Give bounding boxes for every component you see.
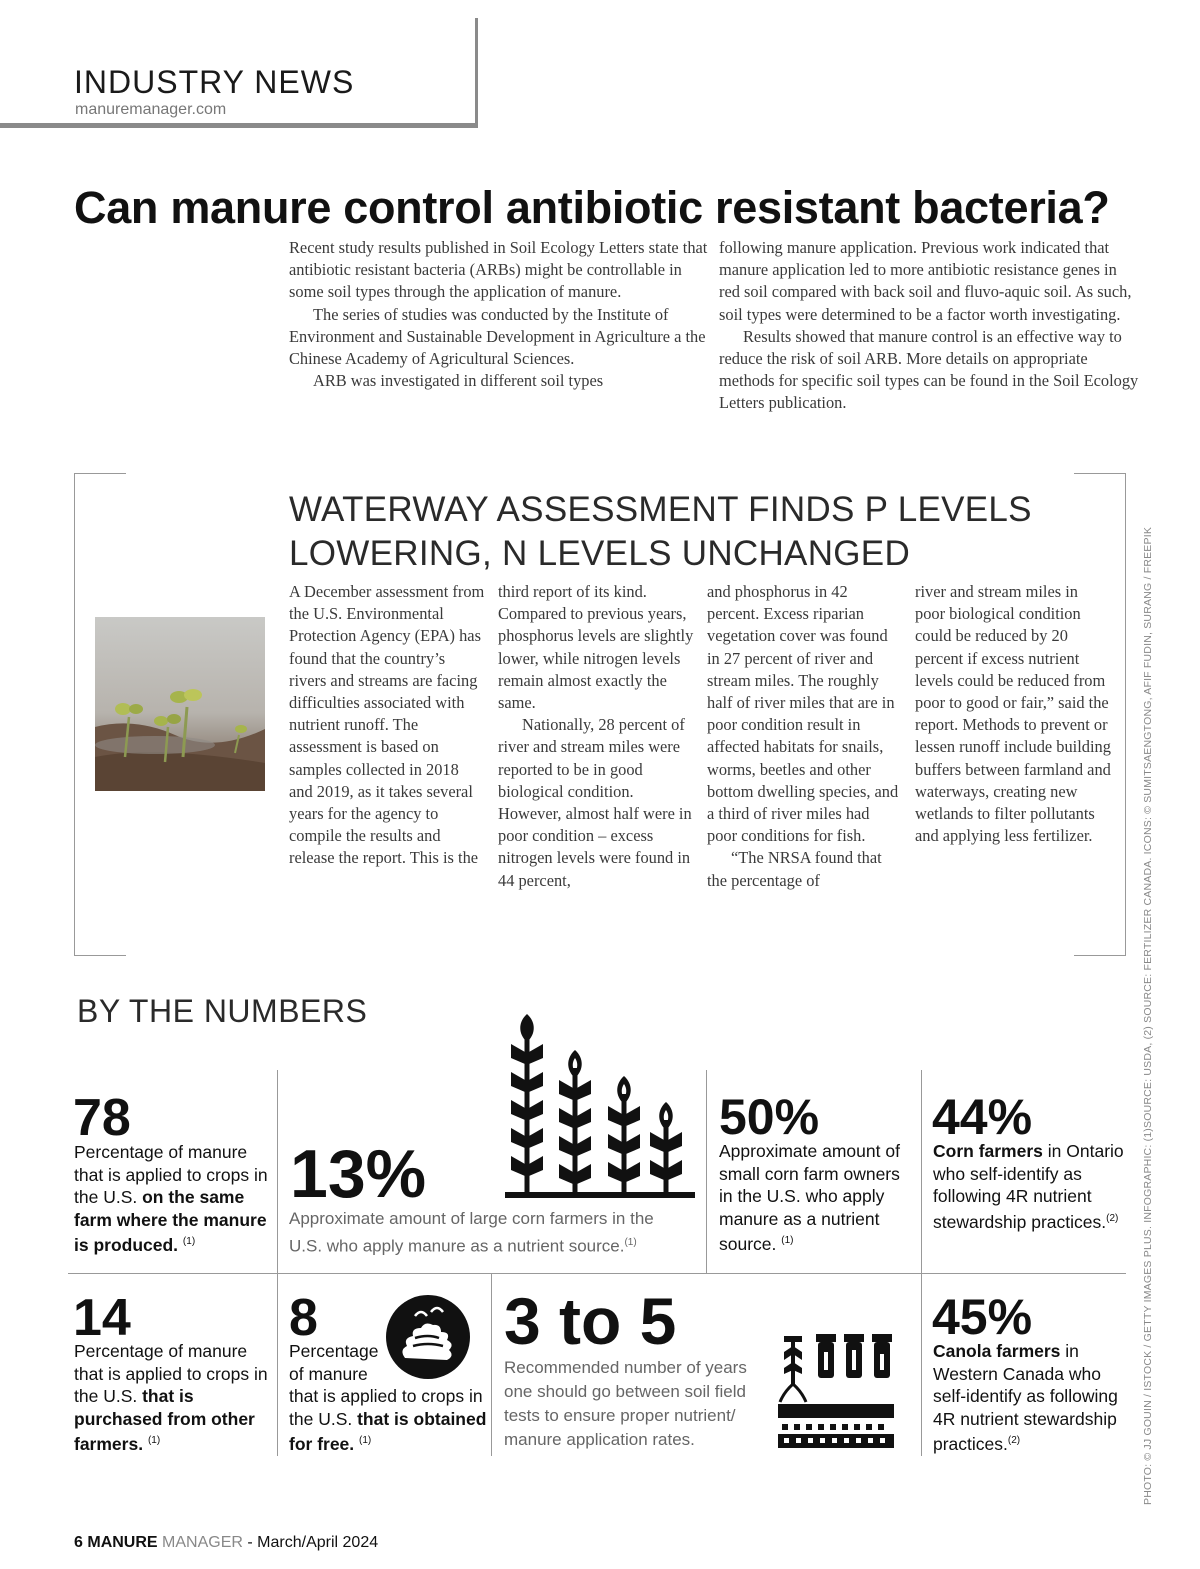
brand-name-light: MANAGER: [162, 1534, 243, 1551]
manure-pile-icon: [385, 1294, 471, 1380]
stat-45-value: 45%: [932, 1289, 1033, 1345]
grid-divider: [277, 1070, 278, 1456]
sidebar-column-2: [498, 581, 694, 892]
grid-divider: [921, 1070, 922, 1456]
stat-78-value: 78: [73, 1089, 131, 1147]
stat-text: that is applied to crops in the U.S.: [289, 1386, 483, 1429]
article-column-1: [289, 237, 709, 392]
stat-14-value: 14: [73, 1289, 131, 1347]
stat-text: Percentage of manure that is applied to crops in the U.S.: [74, 1142, 268, 1207]
stat-text: in Western Canada who self-identify as following 4R nutrient stewardship practices.: [933, 1341, 1118, 1454]
article-paragraph: The series of studies was conducted by the Institute of Environment and Sustainable Development in Agriculture a the Chinese Academy of Agricultural Sciences.: [289, 304, 706, 369]
stat-8-value: 8: [289, 1289, 318, 1347]
sidebar-paragraph: and phosphorus in 42 percent. Excess riparian vegetation cover was found in 27 percent of river and stream miles. The roughly half of river miles that are in poor condition result in affected habitats for snails, worms, beetles and other bottom dwelling species, and a third of river miles had poor conditions for fish.: [707, 582, 899, 846]
article-paragraph: Recent study results published in Soil Ecology Letters state that antibiotic resistant bacteria (ARBs) might be controllable in some soil types through the application of manure.: [289, 238, 708, 302]
article-paragraph: ARB was investigated in different soil types: [313, 371, 604, 391]
sidebar-paragraph: third report of its kind. Compared to previous years, phosphorus levels are slightly lower, while nitrogen levels remain almost exactly the same.: [498, 582, 694, 713]
stat-13-value: 13%: [290, 1136, 427, 1212]
stat-44-value: 44%: [932, 1089, 1033, 1145]
grid-divider: [68, 1273, 1126, 1274]
infographic-title: BY THE NUMBERS: [77, 993, 368, 1029]
stat-14-description: [74, 1340, 274, 1455]
stat-text: Percentage of manure that is applied to crops in the U.S.: [74, 1341, 268, 1406]
article-headline: Can manure control antibiotic resistant bacteria?: [74, 182, 1110, 233]
stat-3to5-description: Recommended number of years one should go between soil field tests to ensure proper nutrient/ manure application rates.: [504, 1358, 747, 1449]
stat-50-value: 50%: [719, 1089, 820, 1145]
stat-13-description: [289, 1207, 689, 1259]
footnote-ref: (2): [1106, 1212, 1119, 1224]
stat-emphasis: on the same farm where the manure is produced.: [74, 1187, 267, 1255]
stat-50-description: [719, 1140, 915, 1255]
stat-emphasis: Corn farmers: [933, 1141, 1043, 1161]
crop-stalks-icon: [505, 1014, 695, 1200]
article-column-2: [719, 237, 1139, 415]
page-footer: [74, 1534, 378, 1552]
sidebar-column-1: [289, 581, 485, 870]
website-link[interactable]: manuremanager.com: [75, 101, 227, 118]
article-paragraph: following manure application. Previous work indicated that manure application led to more antibiotic resistance genes in red soil compared with back soil and fluvo-aquic soil. As such, soil types were determined to be a factor worth investigating.: [719, 238, 1132, 324]
seedling-photo: [95, 617, 265, 791]
footnote-ref: (1): [147, 1435, 161, 1446]
stat-78-description: [74, 1141, 274, 1256]
stat-text: Approximate amount of small corn farm owners in the U.S. who apply manure as a nutrient source.: [719, 1141, 900, 1254]
soil-test-icon: [778, 1332, 898, 1452]
brand-name-bold: MANURE: [87, 1534, 158, 1551]
sidebar-paragraph: river and stream miles in poor biological condition could be reduced by 20 percent if excess nutrient levels could be reduced from poor to good or fair,” said the report. Methods to prevent or lessen runoff include building buffers between farmland and waterways, creating new wetlands to filter pollutants and applying less fertilizer.: [915, 582, 1111, 846]
stat-8-description-top: Percentage of manure: [289, 1341, 379, 1384]
page-number: 6: [74, 1534, 83, 1551]
photo-credits: PHOTO: © JJ GOUIN / ISTOCK / GETTY IMAGES PLUS. INFOGRAPHIC: (1)SOURCE: USDA, (2) SOURCE: FERTILIZER CANADA. ICONS: © SUMITSAENGTONG, AFIF FUDIN, SURANG / FREEPIK: [1142, 526, 1154, 1505]
sidebar-paragraph: Nationally, 28 percent of river and stream miles were reported to be in good biological condition. However, almost half were in poor condition – excess nitrogen levels were found in 44 percent,: [498, 715, 692, 890]
footnote-ref: (1): [781, 1235, 794, 1246]
footnote-ref: (1): [359, 1435, 372, 1446]
stat-emphasis: that is purchased from other farmers.: [74, 1386, 255, 1454]
stat-44-description: [933, 1140, 1133, 1233]
stat-emphasis: Canola farmers: [933, 1341, 1061, 1361]
stat-8-description: [289, 1385, 489, 1455]
sidebar-paragraph: A December assessment from the U.S. Environmental Protection Agency (EPA) has found that the country’s rivers and streams are facing difficulties associated with nutrient runoff. The assessment is based on samples collected in 2018 and 2019, as it takes several years for the agency to compile the results and release the report. This is the: [289, 582, 485, 868]
sidebar-column-4: [915, 581, 1111, 847]
sidebar-paragraph: “The NRSA found that the percentage of: [707, 848, 882, 890]
footnote-ref: (1): [624, 1237, 637, 1248]
stat-3to5-value: 3 to 5: [504, 1284, 677, 1358]
sidebar-headline: WATERWAY ASSESSMENT FINDS P LEVELS LOWERING, N LEVELS UNCHANGED: [289, 490, 1032, 573]
stat-45-description: [933, 1340, 1133, 1455]
article-paragraph: Results showed that manure control is an effective way to reduce the risk of soil ARB. More details on appropriate methods for specific soil types can be found in the Soil Ecology Letters publication.: [719, 326, 1139, 413]
grid-divider: [706, 1070, 707, 1273]
sidebar-column-3: [707, 581, 903, 892]
stat-text: Approximate amount of large corn farmers in the U.S. who apply manure as a nutrient source.: [289, 1209, 654, 1256]
section-title: INDUSTRY NEWS: [74, 64, 355, 100]
footnote-ref: (2): [1007, 1435, 1021, 1446]
stat-text: in Ontario who self-identify as following 4R nutrient stewardship practices.: [933, 1141, 1124, 1232]
issue-date: - March/April 2024: [247, 1534, 379, 1551]
stat-emphasis: that is obtained for free.: [289, 1408, 487, 1454]
grid-divider: [491, 1273, 492, 1456]
footnote-ref: (1): [182, 1236, 196, 1247]
